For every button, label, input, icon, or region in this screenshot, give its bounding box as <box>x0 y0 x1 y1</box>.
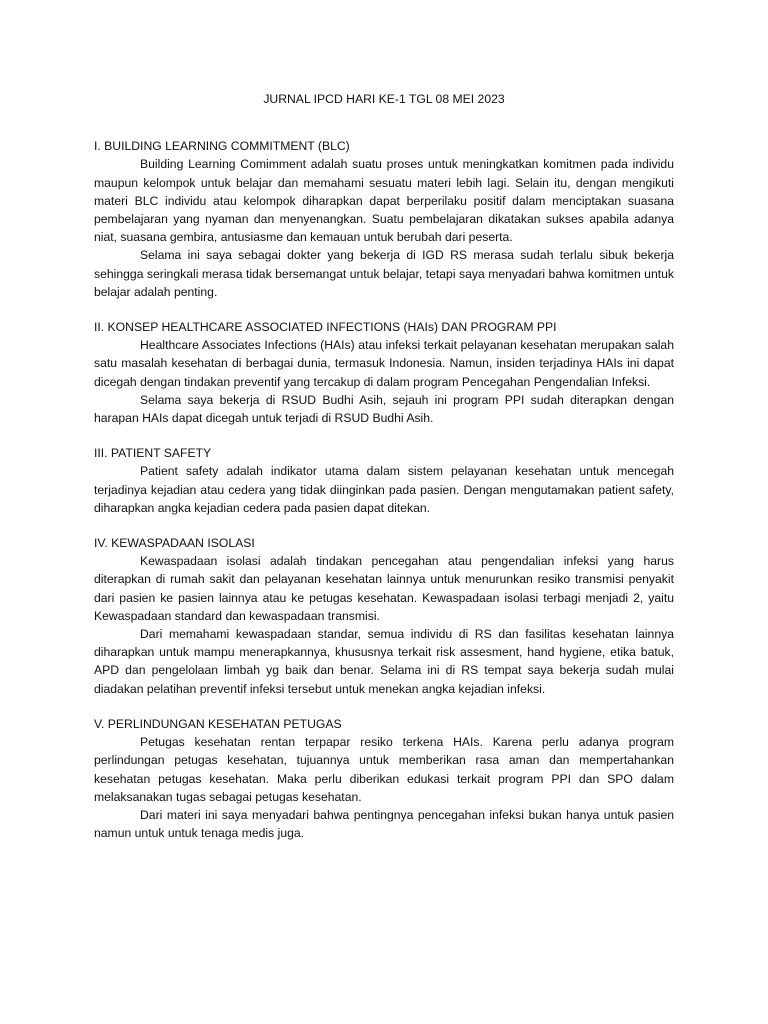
paragraph: Patient safety adalah indikator utama dalam sistem pelayanan kesehatan untuk mencegah terjadinya kejadian atau cedera yang tidak diinginkan pada pasien. Dengan mengutamakan patient safety, diharapkan angka kejadian cedera pada pasien dapat ditekan. <box>94 464 674 515</box>
document-page <box>94 90 674 859</box>
section-perlindungan-petugas <box>94 715 674 842</box>
paragraph: Dari materi ini saya menyadari bahwa pentingnya pencegahan infeksi bukan hanya untuk pasien namun untuk untuk tenaga medis juga. <box>94 807 674 841</box>
section-heading: IV. KEWASPADAAN ISOLASI <box>94 536 255 551</box>
section-patient-safety <box>94 444 674 517</box>
paragraph: Petugas kesehatan rentan terpapar resiko terkena HAIs. Karena perlu adanya program perlindungan petugas kesehatan, tujuannya untuk memberikan rasa aman dan mempertahankan kesehatan petugas kesehatan. Maka perlu diberikan edukasi terkait program PPI dan SPO dalam melaksanakan tugas sebagai petugas kesehatan. <box>94 735 674 804</box>
section-heading: III. PATIENT SAFETY <box>94 446 212 461</box>
section-blc <box>94 137 674 301</box>
paragraph: Dari memahami kewaspadaan standar, semua individu di RS dan fasilitas kesehatan lainnya diharapkan untuk mampu menerapkannya, khususnya terkait risk assesment, hand hygiene, etika batuk, APD dan pengelolaan limbah yg baik dan benar. Selama ini di RS tempat saya bekerja sudah mulai diadakan pelatihan preventif infeksi tersebut untuk menekan angka kejadian infeksi. <box>94 627 674 696</box>
paragraph: Building Learning Comimment adalah suatu proses untuk meningkatkan komitmen pada individu maupun kelompok untuk belajar dan memahami sesuatu materi lebih lagi. Selain itu, dengan mengikuti materi BLC individu atau kelompok diharapkan dapat berperilaku positif dalam menciptakan suasana pembelajaran yang nyaman dan menyenangkan. Suatu pembelajaran dikatakan sukses apabila adanya niat, suasana gembira, antusiasme dan kemauan untuk berubah dari peserta. <box>94 157 674 245</box>
document-title: JURNAL IPCD HARI KE-1 TGL 08 MEI 2023 <box>263 92 505 106</box>
paragraph: Selama saya bekerja di RSUD Budhi Asih, sejauh ini program PPI sudah diterapkan dengan harapan HAIs dapat dicegah untuk terjadi di RSUD Budhi Asih. <box>94 392 674 426</box>
section-heading: I. BUILDING LEARNING COMMITMENT (BLC) <box>94 139 350 154</box>
paragraph: Selama ini saya sebagai dokter yang bekerja di IGD RS merasa sudah terlalu sibuk bekerja sehingga seringkali merasa tidak bersemangat untuk belajar, tetapi saya menyadari bahwa komitmen untuk belajar adalah penting. <box>94 248 674 299</box>
section-kewaspadaan-isolasi <box>94 534 674 698</box>
paragraph: Healthcare Associates Infections (HAIs) atau infeksi terkait pelayanan kesehatan merupakan salah satu masalah kesehatan di berbagai dunia, termasuk Indonesia. Namun, insiden terjadinya HAIs ini dapat dicegah dengan tindakan preventif yang tercakup di dalam program Pencegahan Pengendalian Infeksi. <box>94 338 674 389</box>
section-heading: II. KONSEP HEALTHCARE ASSOCIATED INFECTIONS (HAIs) DAN PROGRAM PPI <box>94 320 557 335</box>
section-heading: V. PERLINDUNGAN KESEHATAN PETUGAS <box>94 716 342 731</box>
section-hais-ppi <box>94 318 674 427</box>
paragraph: Kewaspadaan isolasi adalah tindakan pencegahan atau pengendalian infeksi yang harus diterapkan di rumah sakit dan pelayanan kesehatan lainnya untuk menurunkan resiko transmisi penyakit dari pasien ke pasien lainnya atau ke petugas kesehatan. Kewaspadaan isolasi terbagi menjadi 2, yaitu Kewaspadaan standard dan kewaspadaan transmisi. <box>94 554 674 623</box>
